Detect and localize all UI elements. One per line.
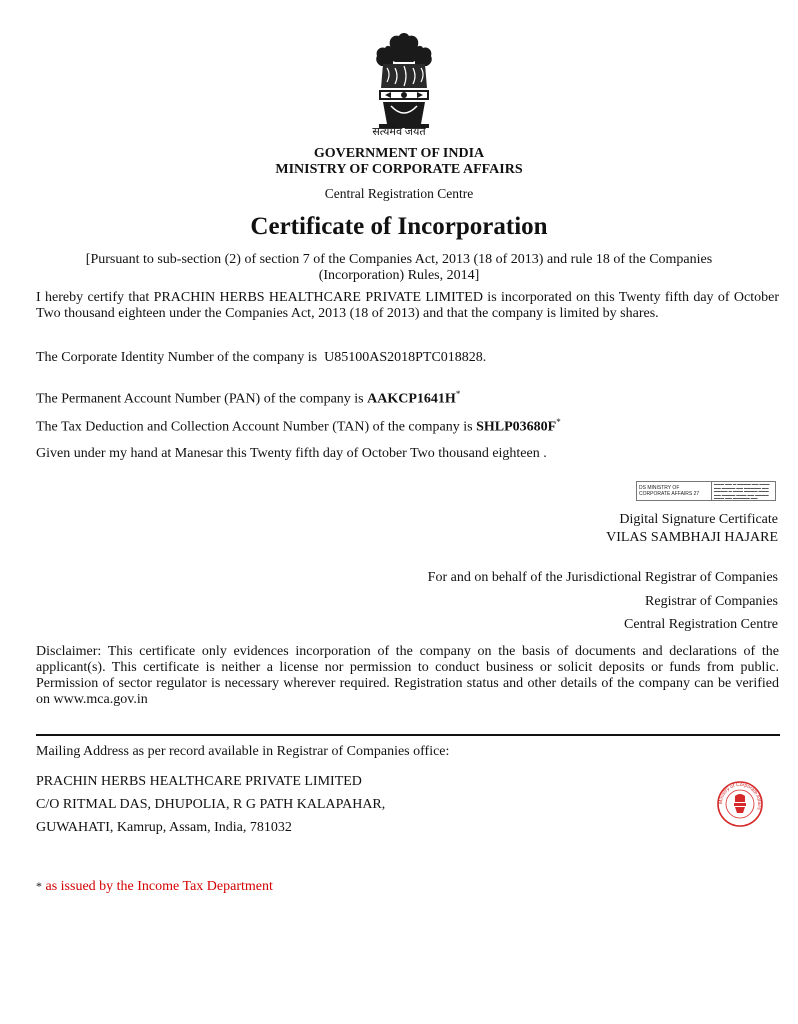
digital-signature-label: Digital Signature Certificate <box>619 512 778 527</box>
registrar-behalf-line: For and on behalf of the Jurisdictional Registrar of Companies <box>427 570 778 585</box>
registrar-title: Registrar of Companies <box>645 594 778 609</box>
disclaimer-paragraph: Disclaimer: This certificate only evidences incorporation of the company on the basis of documents and declarations of the applicant(s). This certificate is neither a license nor permission to conduct business or solicit deposits or funds from public. Permission of sector regulator is necessary wherever required. Registration status and other details of the company can be verified on www.mca.gov.in <box>36 644 779 707</box>
subtitle-line-1: [Pursuant to sub-section (2) of section 7 of the Companies Act, 2013 (18 of 2013) and rule 18 of the Companies <box>85 252 713 267</box>
footnote-asterisk: * <box>36 879 42 893</box>
dsc-meta-text: ▬▬▬ ▬▬ ▬ ▬▬▬▬ ▬▬ ▬▬▬ ▬▬ ▬▬▬▬ ▬▬ ▬▬▬▬▬ ▬▬ ▬▬▬▬ ▬ ▬▬▬ ▬▬▬▬ ▬▬▬ ▬▬ ▬▬▬▬ ▬▬▬ ▬▬ ▬▬▬▬ ▬▬▬ ▬▬ ▬▬▬▬▬ ▬▬ <box>714 482 770 500</box>
tan-value: SHLP03680F <box>476 419 557 435</box>
footnote-text: as issued by the Income Tax Department <box>45 879 273 894</box>
signatory-name: VILAS SAMBHAJI HAJARE <box>606 530 778 545</box>
section-divider <box>36 734 780 736</box>
ministry-heading: MINISTRY OF CORPORATE AFFAIRS <box>275 162 523 177</box>
seal-text: Ministry of Corporate Affairs <box>717 781 763 811</box>
mailing-heading: Mailing Address as per record available in Registrar of Companies office: <box>36 744 450 759</box>
tan-label: The Tax Deduction and Collection Account Number (TAN) of the company is <box>36 419 473 435</box>
pan-line <box>36 386 460 408</box>
pan-value: AAKCP1641H <box>367 391 456 407</box>
dsc-signer <box>637 482 712 500</box>
tan-asterisk: * <box>556 417 561 427</box>
footnote <box>36 878 273 895</box>
subtitle-line-2: (Incorporation) Rules, 2014] <box>318 268 480 283</box>
dsc-signer-line-1: DS MINISTRY OF <box>639 485 680 491</box>
mca-seal-icon <box>716 780 764 828</box>
certificate-title: Certificate of Incorporation <box>250 213 548 240</box>
pan-label: The Permanent Account Number (PAN) of the company is <box>36 391 364 407</box>
pan-asterisk: * <box>455 389 461 399</box>
digital-signature-stamp[interactable] <box>636 481 776 501</box>
cin-value: U85100AS2018PTC018828. <box>324 350 487 365</box>
mailing-line-3: GUWAHATI, Kamrup, Assam, India, 781032 <box>36 820 292 835</box>
cin-line <box>36 350 486 366</box>
cin-label: The Corporate Identity Number of the company is <box>36 350 318 365</box>
mailing-line-2: C/O RITMAL DAS, DHUPOLIA, R G PATH KALAPAHAR, <box>36 797 386 812</box>
given-under-hand-line: Given under my hand at Manesar this Twenty fifth day of October Two thousand eighteen . <box>36 446 547 461</box>
registration-centre-heading: Central Registration Centre <box>324 186 474 201</box>
mailing-line-1: PRACHIN HERBS HEALTHCARE PRIVATE LIMITED <box>36 774 362 789</box>
government-heading: GOVERNMENT OF INDIA <box>313 146 485 161</box>
tan-line <box>36 414 561 436</box>
emblem-motto: सत्यमेव जयते <box>372 126 426 138</box>
dsc-signer-line-2: CORPORATE AFFAIRS 27 <box>639 491 700 497</box>
registrar-centre: Central Registration Centre <box>624 617 778 632</box>
certify-paragraph: I hereby certify that PRACHIN HERBS HEALTHCARE PRIVATE LIMITED is incorporated on this Twenty fifth day of October Two thousand eighteen under the Companies Act, 2013 (18 of 2013) and that the company is limited by shares. <box>36 290 779 321</box>
